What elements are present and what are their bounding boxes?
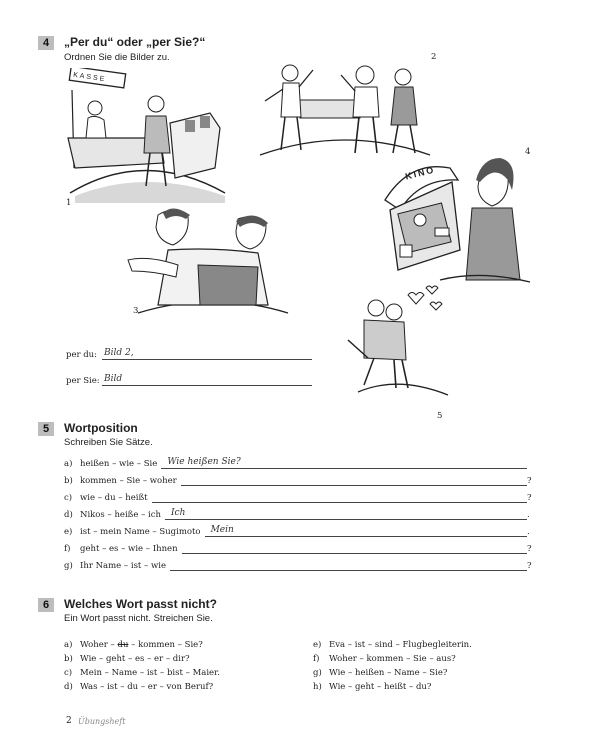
- picture-2-friends-greeting: [255, 55, 435, 163]
- exercise-5-item-prompt: geht – es – wie – Ihnen: [80, 544, 178, 554]
- word-after: – kommen – Sie?: [128, 640, 203, 650]
- exercise-6-item-text[interactable]: Wie – geht – heißt – du?: [329, 682, 432, 692]
- footer-section: Übungsheft: [78, 717, 126, 726]
- exercise-5-item-letter: c): [64, 493, 73, 503]
- exercise-6-item-letter: e): [313, 640, 322, 650]
- exercise-5-item-prompt: ist – mein Name – Sugimoto: [80, 527, 201, 537]
- picture-2-label: 2: [431, 52, 437, 62]
- exercise-6-item-letter: f): [313, 654, 320, 664]
- exercise-5-item-letter: d): [64, 510, 73, 520]
- exercise-6-item-text[interactable]: Wie – heißen – Name – Sie?: [329, 668, 448, 678]
- exercise-6-item-text[interactable]: Was – ist – du – er – von Beruf?: [80, 682, 214, 692]
- exercise-6-item-letter: g): [313, 668, 322, 678]
- exercise-6-item-text[interactable]: [80, 640, 203, 650]
- exercise-6-item-letter: d): [64, 682, 73, 692]
- exercise-6-title: Welches Wort passt nicht?: [64, 597, 217, 611]
- picture-3-men-hugging: [118, 205, 298, 317]
- exercise-6-item-text[interactable]: Woher – kommen – Sie – aus?: [329, 654, 456, 664]
- exercise-4-number: 4: [38, 36, 54, 50]
- per-sie-answer[interactable]: Bild: [104, 374, 123, 384]
- exercise-5-end-punctuation: ?: [527, 476, 532, 486]
- exercise-5-answer-line[interactable]: [161, 468, 527, 469]
- per-sie-label: per Sie:: [66, 376, 100, 386]
- exercise-5-end-punctuation: ?: [527, 493, 532, 503]
- exercise-5-answer[interactable]: Mein: [210, 525, 234, 535]
- picture-1-label: 1: [66, 198, 72, 208]
- picture-5-couple-embracing: [338, 280, 458, 410]
- exercise-5-item-letter: g): [64, 561, 73, 571]
- exercise-5-end-punctuation: .: [527, 527, 530, 537]
- exercise-5-answer[interactable]: Wie heißen Sie?: [167, 457, 241, 467]
- exercise-5-number: 5: [38, 422, 54, 436]
- picture-5-label: 5: [437, 411, 443, 421]
- exercise-5-end-punctuation: ?: [527, 561, 532, 571]
- picture-3-label: 3: [133, 306, 139, 316]
- exercise-5-end-punctuation: .: [527, 510, 530, 520]
- kasse-sign: KASSE: [72, 71, 107, 84]
- exercise-5-item-prompt: Nikos – heiße – ich: [80, 510, 161, 520]
- exercise-5-item-prompt: Ihr Name – ist – wie: [80, 561, 167, 571]
- exercise-6-item-letter: a): [64, 640, 73, 650]
- exercise-6-item-text[interactable]: Mein – Name – ist – bist – Maier.: [80, 668, 220, 678]
- exercise-5-item-letter: e): [64, 527, 73, 537]
- exercise-5-item-letter: f): [64, 544, 71, 554]
- per-sie-answer-line[interactable]: [102, 385, 312, 386]
- exercise-4-title: „Per du“ oder „per Sie?“: [64, 35, 206, 49]
- exercise-4-instruction: Ordnen Sie die Bilder zu.: [64, 52, 170, 63]
- word-before: Woher –: [80, 640, 118, 650]
- picture-1-ticket-counter: [60, 68, 230, 203]
- struck-word[interactable]: du: [117, 640, 129, 650]
- exercise-5-end-punctuation: ?: [527, 544, 532, 554]
- per-du-answer-line[interactable]: [102, 359, 312, 360]
- per-du-answer[interactable]: Bild 2,: [104, 348, 134, 358]
- kino-sign: KINO: [404, 164, 437, 182]
- exercise-6-instruction: Ein Wort passt nicht. Streichen Sie.: [64, 613, 213, 624]
- exercise-6-item-letter: c): [64, 668, 73, 678]
- exercise-5-title: Wortposition: [64, 421, 138, 435]
- exercise-5-item-prompt: heißen – wie – Sie: [80, 459, 158, 469]
- exercise-5-instruction: Schreiben Sie Sätze.: [64, 437, 153, 448]
- exercise-5-answer-line[interactable]: [205, 536, 527, 537]
- exercise-5-answer-line[interactable]: [170, 570, 527, 571]
- exercise-5-item-prompt: kommen – Sie – woher: [80, 476, 177, 486]
- exercise-5-answer-line[interactable]: [182, 553, 527, 554]
- exercise-5-answer-line[interactable]: [165, 519, 527, 520]
- exercise-6-item-text[interactable]: Eva – ist – sind – Flugbegleiterin.: [329, 640, 472, 650]
- exercise-5-item-letter: b): [64, 476, 73, 486]
- exercise-5-answer[interactable]: Ich: [170, 508, 186, 518]
- per-du-label: per du:: [66, 350, 98, 360]
- exercise-6-item-letter: b): [64, 654, 73, 664]
- exercise-5-answer-line[interactable]: [152, 502, 527, 503]
- picture-4-label: 4: [525, 147, 531, 157]
- page-number: 2: [66, 716, 72, 726]
- exercise-6-item-text[interactable]: Wie – geht – es – er – dir?: [80, 654, 190, 664]
- exercise-6-number: 6: [38, 598, 54, 612]
- exercise-6-item-letter: h): [313, 682, 322, 692]
- exercise-5-answer-line[interactable]: [181, 485, 527, 486]
- exercise-5-item-prompt: wie – du – heißt: [80, 493, 148, 503]
- exercise-5-item-letter: a): [64, 459, 73, 469]
